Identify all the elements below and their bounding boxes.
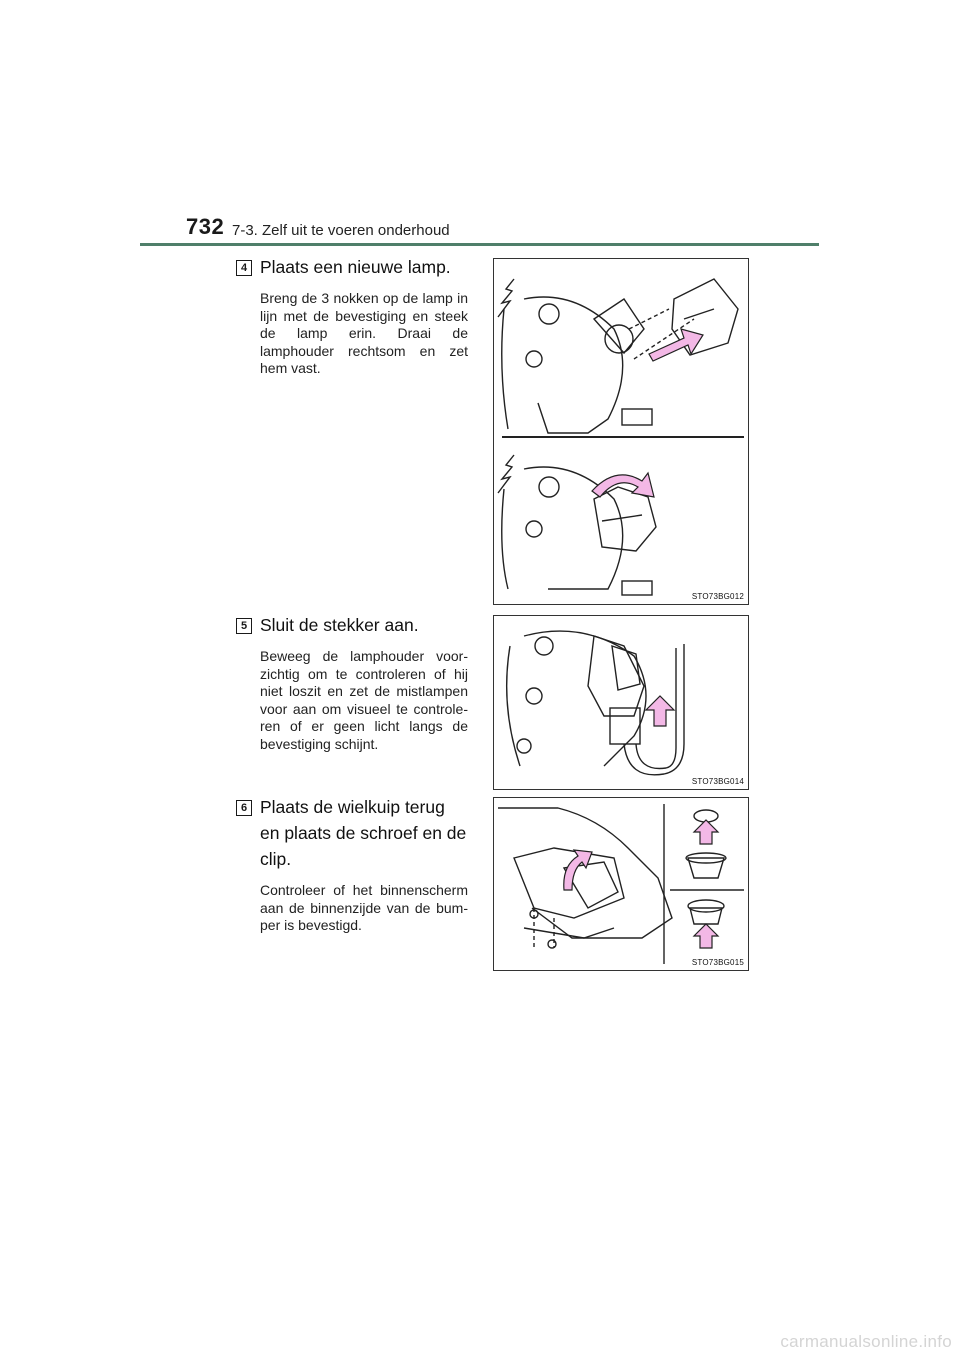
figure-connector [493,615,749,790]
liner-arrow-icon [564,850,592,890]
figure-code: STO73BG015 [691,958,744,967]
section-title: 7-3. Zelf uit te voeren onderhoud [232,222,450,239]
figure-lamp-install [493,258,749,605]
connector-illustration [494,616,748,789]
figure-code: STO73BG014 [691,777,744,786]
step-title: Plaats de wielkuip terug en plaats de schroef en de clip. [260,797,467,869]
watermark: carmanualsonline.info [780,1332,952,1351]
clip-insert-arrow-icon [694,924,718,948]
step-number-badge: 6 [236,800,252,816]
clip-up-arrow-icon [694,820,718,844]
lamp-install-illustration [494,259,748,604]
step-title: Sluit de stekker aan. [260,615,419,635]
step-4 [238,254,468,378]
step-5 [238,612,468,753]
step-body: Breng de 3 nokken op de lamp in lijn met de bevestiging en steek de lamp erin. Draai de lamphouder rechtsom en zet hem vast. [260,290,468,376]
rotate-arrow-icon [592,473,654,497]
figure-code: STO73BG012 [691,592,744,601]
wheel-liner-illustration [494,798,748,970]
step-number-badge: 5 [236,618,252,634]
push-up-arrow-icon [646,696,674,726]
header-rule [140,243,819,246]
step-number-badge: 4 [236,260,252,276]
step-body: Beweeg de lamphouder voor-zichtig om te controleren of hij niet loszit en zet de mistlampen voor aan om visueel te controle-ren of er geen licht langs de bevestiging schijnt. [260,648,468,752]
step-body: Controleer of het binnenscherm aan de binnenzijde van de bum-per is bevestigd. [260,882,468,933]
step-6 [238,794,468,935]
page-number: 732 [186,214,225,239]
figure-wheel-liner [493,797,749,971]
step-title: Plaats een nieuwe lamp. [260,257,451,277]
